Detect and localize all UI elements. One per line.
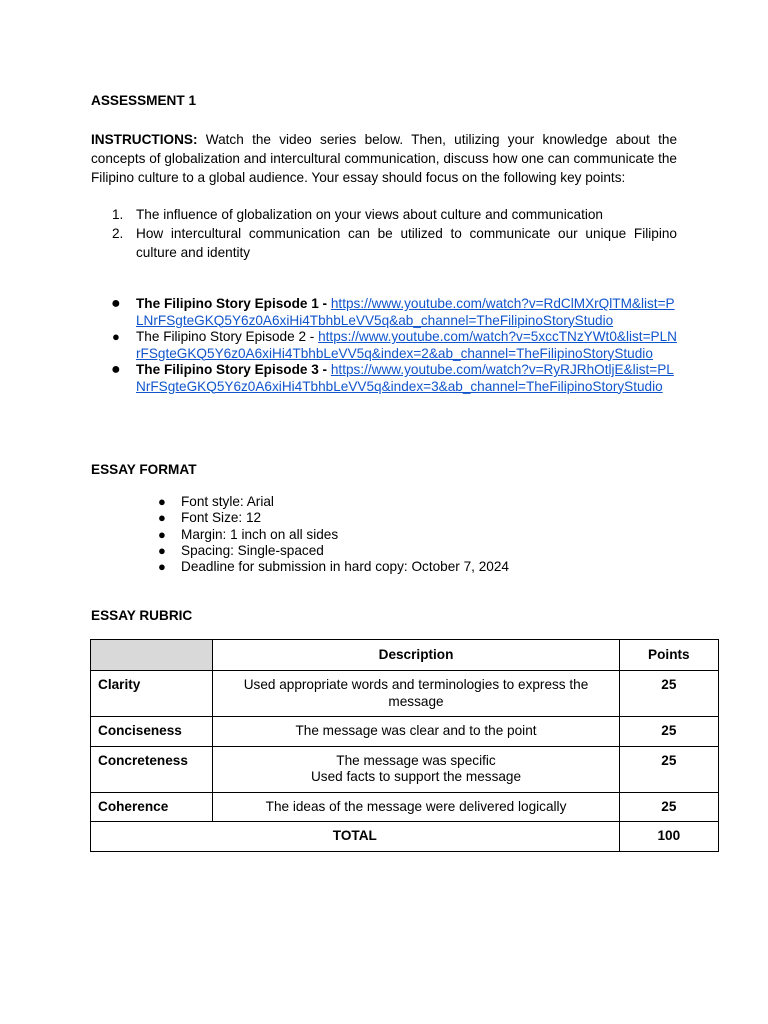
video-title: The Filipino Story Episode 3 - <box>136 362 331 377</box>
rubric-header-description: Description <box>213 640 619 671</box>
video-title: The Filipino Story Episode 1 - <box>136 296 331 311</box>
essay-rubric-heading: ESSAY RUBRIC <box>91 608 193 623</box>
rubric-description <box>213 746 619 792</box>
bullet-icon: ● <box>158 526 166 542</box>
essay-format-list <box>158 494 509 575</box>
rubric-header-points: Points <box>619 640 718 671</box>
video-link[interactable]: https://www.youtube.com/watch?v=RyRJRhOtljE&list=PLNrFSgteGKQ5Y6z0A6xiHi4TbhbLeVV5q&index=3&ab_channel=TheFilipinoStoryStudio <box>136 362 674 394</box>
bullet-icon: ● <box>158 559 166 575</box>
key-point-item <box>91 205 677 224</box>
key-point-number: 2. <box>112 226 124 241</box>
key-point-number: 1. <box>112 207 124 222</box>
rubric-description: The message was clear and to the point <box>213 717 619 747</box>
rubric-points: 25 <box>619 792 718 822</box>
format-item <box>158 494 509 510</box>
bullet-icon: ● <box>158 494 166 509</box>
rubric-header-blank-cell <box>91 640 213 671</box>
format-item-text: Font Size: 12 <box>181 510 262 526</box>
rubric-total-points: 100 <box>619 822 718 852</box>
rubric-total-label: TOTAL <box>91 822 620 852</box>
video-item-episode-2 <box>110 329 680 362</box>
key-point-text: The influence of globalization on your views about culture and communication <box>136 207 603 222</box>
rubric-criterion: Coherence <box>91 792 213 822</box>
bullet-icon: ● <box>158 510 166 526</box>
format-item <box>158 543 509 559</box>
bullet-icon: ● <box>111 295 121 312</box>
bullet-icon: ● <box>111 361 121 378</box>
format-item-text: Font style: Arial <box>181 494 274 509</box>
rubric-description: Used appropriate words and terminologies to express the message <box>213 671 619 717</box>
rubric-row-coherence <box>91 792 719 822</box>
video-item-episode-1 <box>110 296 680 329</box>
rubric-points: 25 <box>619 717 718 747</box>
essay-format-heading: ESSAY FORMAT <box>91 462 197 477</box>
instructions-paragraph <box>91 130 677 187</box>
rubric-description: The ideas of the message were delivered logically <box>213 792 619 822</box>
video-list <box>110 296 680 395</box>
document-title: ASSESSMENT 1 <box>91 93 196 108</box>
video-item-episode-3 <box>110 362 680 395</box>
rubric-points: 25 <box>619 671 718 717</box>
rubric-description-line: Used facts to support the message <box>310 769 522 784</box>
video-link[interactable]: https://www.youtube.com/watch?v=5xccTNzYWt0&list=PLNrFSgteGKQ5Y6z0A6xiHi4TbhbLeVV5q&index=2&ab_channel=TheFilipinoStoryStudio <box>136 329 677 361</box>
format-item-text: Margin: 1 inch on all sides <box>181 526 339 542</box>
bullet-icon: ● <box>112 329 120 344</box>
key-point-text: How intercultural communication can be utilized to communicate our unique Filipino culture and identity <box>136 226 677 260</box>
format-item <box>158 510 509 526</box>
key-points-list <box>91 205 677 262</box>
rubric-criterion: Conciseness <box>91 717 213 747</box>
rubric-table <box>90 639 719 852</box>
rubric-row-conciseness <box>91 717 719 747</box>
rubric-total-row <box>91 822 719 852</box>
key-point-item <box>91 224 677 262</box>
rubric-row-concreteness <box>91 746 719 792</box>
rubric-criterion: Clarity <box>91 671 213 717</box>
video-link[interactable]: https://www.youtube.com/watch?v=RdClMXrQlTM&list=PLNrFSgteGKQ5Y6z0A6xiHi4TbhbLeVV5q&ab_channel=TheFilipinoStoryStudio <box>136 296 675 328</box>
format-item-text: Deadline for submission in hard copy: October 7, 2024 <box>181 559 509 575</box>
rubric-row-clarity <box>91 671 719 717</box>
rubric-criterion: Concreteness <box>91 746 213 792</box>
rubric-points: 25 <box>619 746 718 792</box>
rubric-header-row <box>91 640 719 671</box>
instructions-label: INSTRUCTIONS: <box>91 132 198 147</box>
instructions-text: Watch the video series below. Then, utilizing your knowledge about the concepts of globalization and intercultural communication, discuss how one can communicate the Filipino culture to a global audience. Your essay should focus on the following key points: <box>91 132 677 185</box>
format-item <box>158 527 509 543</box>
video-title: The Filipino Story Episode 2 - <box>136 329 319 344</box>
format-item-text: Spacing: Single-spaced <box>181 542 324 558</box>
rubric-description-line: The message was specific <box>336 752 496 768</box>
bullet-icon: ● <box>158 542 166 558</box>
format-item <box>158 559 509 575</box>
